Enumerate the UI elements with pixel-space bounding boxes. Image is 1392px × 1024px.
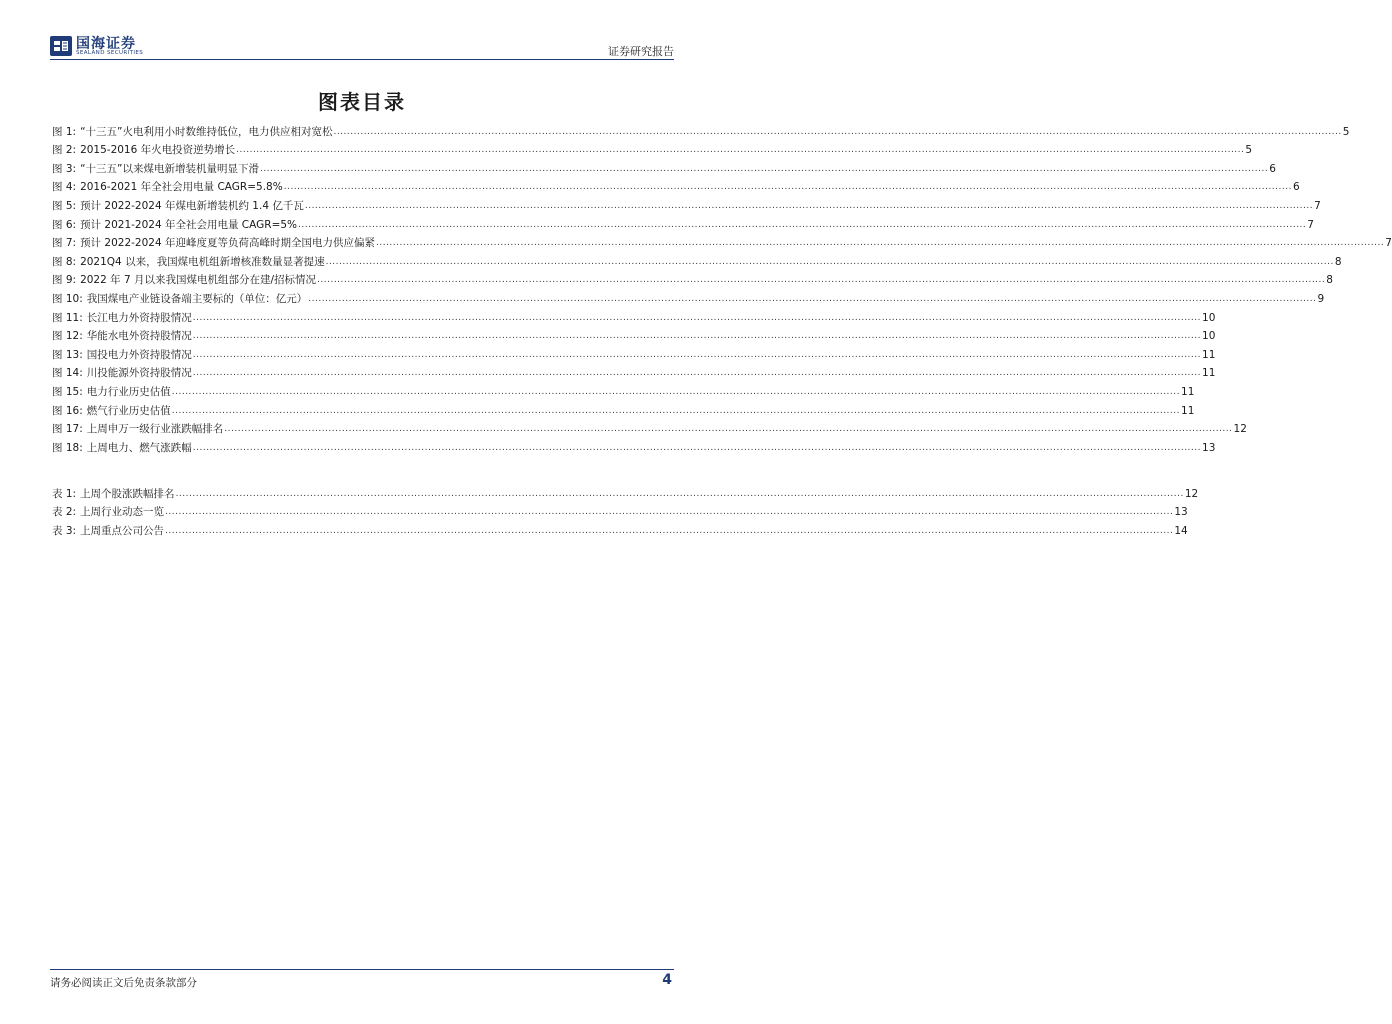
dot-leader: ............................................................................................................................................................................................................................................................................................................ xyxy=(192,331,1202,342)
toc-page-number: 5 xyxy=(1342,125,1350,138)
toc-label: 图 14: xyxy=(52,367,83,380)
toc-entry-figure[interactable] xyxy=(52,194,1321,213)
toc-page-number: 12 xyxy=(1184,487,1199,500)
toc-title: 2022 年 7 月以来我国煤电机组部分在建/招标情况 xyxy=(80,274,317,287)
toc-label: 图 10: xyxy=(52,292,83,305)
toc-label: 图 12: xyxy=(52,330,83,343)
toc-title: 国投电力外资持股情况 xyxy=(86,348,192,361)
toc-page-number: 10 xyxy=(1202,311,1216,324)
dot-leader: ............................................................................................................................................................................................................................................................................................................ xyxy=(304,200,1314,211)
toc-entry-figure[interactable] xyxy=(52,306,1216,325)
toc-entry-figure[interactable] xyxy=(52,250,1342,269)
toc-page-number: 8 xyxy=(1334,255,1342,268)
toc-label: 表 2: xyxy=(52,506,77,519)
dot-leader: ............................................................................................................................................................................................................................................................................................................ xyxy=(171,386,1181,397)
toc-entry-figure[interactable] xyxy=(52,343,1216,362)
dot-leader: ............................................................................................................................................................................................................................................................................................................ xyxy=(375,238,1385,249)
toc-title: 上周行业动态一览 xyxy=(80,506,165,519)
toc-entry-figure[interactable] xyxy=(52,380,1195,399)
dot-leader: ............................................................................................................................................................................................................................................................................................................ xyxy=(308,293,1317,304)
dot-leader: ............................................................................................................................................................................................................................................................................................................ xyxy=(192,368,1202,379)
toc-page-number: 11 xyxy=(1202,367,1216,380)
toc-title: 燃气行业历史估值 xyxy=(86,404,171,417)
toc-page-number: 11 xyxy=(1181,404,1195,417)
toc-title: 上周重点公司公告 xyxy=(80,524,165,537)
toc-page-number: 14 xyxy=(1174,524,1188,537)
page-header xyxy=(50,34,674,60)
dot-leader: ............................................................................................................................................................................................................................................................................................................ xyxy=(317,275,1326,286)
toc-page-number: 13 xyxy=(1202,441,1216,454)
page-number: 4 xyxy=(662,972,672,988)
toc-label: 图 9: xyxy=(52,274,77,287)
brand-name-en: SEALAND SECURITIES xyxy=(76,50,144,56)
disclaimer-note: 请务必阅读正文后免责条款部分 xyxy=(50,977,197,989)
toc-title: 预计 2022-2024 年煤电新增装机约 1.4 亿千瓦 xyxy=(80,199,304,212)
toc-entry-table[interactable] xyxy=(52,482,1199,501)
toc-label: 图 6: xyxy=(52,218,77,231)
toc-entry-figure[interactable] xyxy=(52,176,1300,195)
toc-label: 图 5: xyxy=(52,199,77,212)
toc-label: 图 16: xyxy=(52,404,83,417)
toc-page-number: 11 xyxy=(1181,385,1195,398)
toc-page-number: 11 xyxy=(1202,348,1216,361)
toc-entry-figure[interactable] xyxy=(52,287,1325,306)
toc-entry-figure[interactable] xyxy=(52,120,1350,139)
toc-entry-figure[interactable] xyxy=(52,436,1216,455)
dot-leader: ............................................................................................................................................................................................................................................................................................................ xyxy=(165,525,1174,536)
dot-leader: ............................................................................................................................................................................................................................................................................................................ xyxy=(259,163,1269,174)
toc-title: 电力行业历史估值 xyxy=(86,385,171,398)
page-title: 图表目录 xyxy=(318,90,406,114)
dot-leader: ............................................................................................................................................................................................................................................................................................................ xyxy=(283,182,1292,193)
table-list xyxy=(52,482,1199,538)
toc-title: 2015-2016 年火电投资逆势增长 xyxy=(80,144,236,157)
toc-title: “十三五”以来煤电新增装机量明显下滑 xyxy=(80,162,259,175)
dot-leader: ............................................................................................................................................................................................................................................................................................................ xyxy=(192,312,1202,323)
footer-divider xyxy=(50,969,674,970)
toc-title: 上周申万一级行业涨跌幅排名 xyxy=(86,423,224,436)
toc-label: 表 1: xyxy=(52,487,77,500)
toc-entry-figure[interactable] xyxy=(52,232,1392,251)
toc-page-number: 7 xyxy=(1385,237,1392,250)
header-divider xyxy=(50,59,674,60)
toc-page-number: 9 xyxy=(1317,292,1325,305)
toc-label: 图 11: xyxy=(52,311,83,324)
dot-leader: ............................................................................................................................................................................................................................................................................................................ xyxy=(192,349,1202,360)
toc-page-number: 5 xyxy=(1245,144,1253,157)
toc-title: 华能水电外资持股情况 xyxy=(86,330,192,343)
toc-page-number: 6 xyxy=(1292,181,1300,194)
toc-entry-figure[interactable] xyxy=(52,269,1333,288)
toc-title: 长江电力外资持股情况 xyxy=(86,311,192,324)
toc-entry-figure[interactable] xyxy=(52,213,1314,232)
toc-title: 预计 2022-2024 年迎峰度夏等负荷高峰时期全国电力供应偏紧 xyxy=(80,237,375,250)
dot-leader: ............................................................................................................................................................................................................................................................................................................ xyxy=(171,405,1181,416)
toc-page-number: 12 xyxy=(1233,423,1247,436)
toc-entry-figure[interactable] xyxy=(52,362,1216,381)
sealand-logo-icon xyxy=(50,36,72,56)
dot-leader: ............................................................................................................................................................................................................................................................................................................ xyxy=(236,145,1245,156)
toc-title: 上周个股涨跌幅排名 xyxy=(80,487,175,500)
toc-entry-figure[interactable] xyxy=(52,399,1195,418)
toc-page-number: 8 xyxy=(1326,274,1333,287)
dot-leader: ............................................................................................................................................................................................................................................................................................................ xyxy=(325,256,1334,267)
brand-name-cn: 国海证券 xyxy=(76,36,136,52)
toc-entry-figure[interactable] xyxy=(52,418,1247,437)
toc-label: 图 8: xyxy=(52,255,77,268)
toc-page-number: 10 xyxy=(1202,330,1216,343)
toc-label: 图 17: xyxy=(52,423,83,436)
toc-title: 2016-2021 年全社会用电量 CAGR=5.8% xyxy=(80,181,283,194)
toc-label: 图 7: xyxy=(52,237,77,250)
toc-title: 我国煤电产业链设备端主要标的（单位：亿元） xyxy=(86,292,308,305)
toc-title: 川投能源外资持股情况 xyxy=(86,367,192,380)
toc-page-number: 7 xyxy=(1314,199,1321,212)
toc-entry-figure[interactable] xyxy=(52,325,1216,344)
dot-leader: ............................................................................................................................................................................................................................................................................................................ xyxy=(333,126,1342,137)
dot-leader: ............................................................................................................................................................................................................................................................................................................ xyxy=(175,488,1184,499)
toc-label: 图 3: xyxy=(52,162,77,175)
toc-label: 图 1: xyxy=(52,125,77,138)
toc-label: 图 4: xyxy=(52,181,77,194)
toc-title: 2021Q4 以来，我国煤电机组新增核准数量显著提速 xyxy=(80,255,325,268)
toc-page-number: 13 xyxy=(1174,506,1188,519)
toc-entry-table[interactable] xyxy=(52,501,1188,520)
document-type: 证券研究报告 xyxy=(608,45,674,58)
toc-page-number: 6 xyxy=(1269,162,1276,175)
toc-entry-figure[interactable] xyxy=(52,139,1253,158)
toc-entry-figure[interactable] xyxy=(52,157,1276,176)
toc-title: 上周电力、燃气涨跌幅 xyxy=(86,441,192,454)
toc-label: 图 13: xyxy=(52,348,83,361)
figure-list xyxy=(52,120,1392,455)
dot-leader: ............................................................................................................................................................................................................................................................................................................ xyxy=(224,424,1233,435)
toc-entry-table[interactable] xyxy=(52,519,1188,538)
toc-label: 图 15: xyxy=(52,385,83,398)
toc-label: 表 3: xyxy=(52,524,77,537)
toc-title: “十三五”火电利用小时数维持低位，电力供应相对宽松 xyxy=(80,125,333,138)
toc-label: 图 18: xyxy=(52,441,83,454)
dot-leader: ............................................................................................................................................................................................................................................................................................................ xyxy=(192,442,1202,453)
dot-leader: ............................................................................................................................................................................................................................................................................................................ xyxy=(298,219,1307,230)
toc-page-number: 7 xyxy=(1307,218,1314,231)
toc-label: 图 2: xyxy=(52,144,77,157)
dot-leader: ............................................................................................................................................................................................................................................................................................................ xyxy=(165,507,1174,518)
toc-title: 预计 2021-2024 年全社会用电量 CAGR=5% xyxy=(80,218,298,231)
